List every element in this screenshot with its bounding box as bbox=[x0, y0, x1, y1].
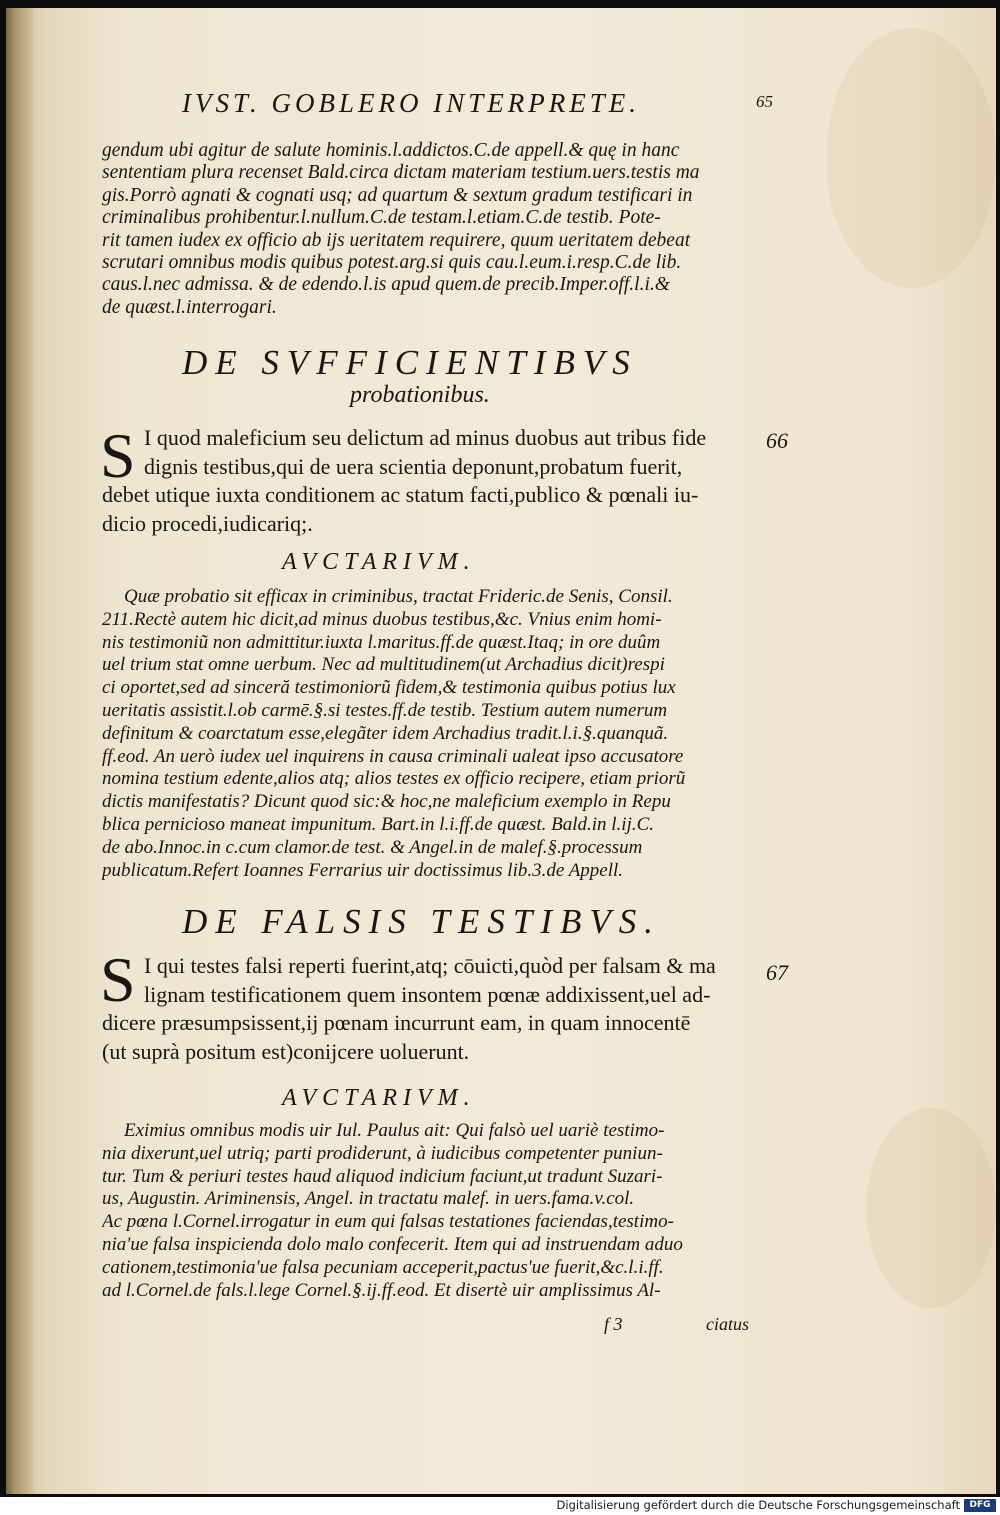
text-line: I quod maleficium seu delictum ad minus duobus aut tribus fide bbox=[144, 425, 707, 450]
law-text bbox=[100, 420, 772, 538]
text-line: dicere præsumpsissent,ij pœnam incurrunt eam, in quam innocentē bbox=[102, 1010, 691, 1035]
text-line: dicio procedi,iudicariq;. bbox=[102, 510, 313, 536]
catchword: ciatus bbox=[706, 1314, 749, 1334]
text-line: tur. Tum & periuri testes haud aliquod indicium faciunt,ut tradunt Suzari- bbox=[102, 1165, 663, 1187]
text-line: dictis manifestatis? Dicunt quod sic:& hoc,ne maleficium exemplo in Repu bbox=[102, 791, 671, 813]
drop-cap: S bbox=[100, 420, 136, 491]
law-text bbox=[100, 944, 772, 1066]
book-page-scan bbox=[6, 8, 996, 1494]
text-line: de abo.Innoc.in c.cum clamor.de test. & Angel.in de malef.§.processum bbox=[102, 836, 643, 858]
text-line: gis.Porrò agnati & cognati usq; ad quartum & sextum gradum testificari in bbox=[102, 184, 693, 206]
text-line: rit tamen iudex ex officio ab ijs ueritatem requirere, quum ueritatem debeat bbox=[102, 229, 691, 251]
text-line: ueritatis assistit.l.ob carmē.§.si testes.ff.de testib. Testium autem numerum bbox=[102, 699, 668, 721]
text-line: criminalibus prohibentur.l.nullum.C.de testam.l.etiam.C.de testib. Pote- bbox=[102, 207, 661, 229]
book-spine-shadow bbox=[6, 8, 34, 1494]
auctarium-heading: AVCTARIVM. bbox=[282, 549, 476, 575]
section-heading: DE SVFFICIENTIBVS bbox=[182, 343, 638, 382]
dfg-logo: DFG bbox=[964, 1499, 996, 1512]
text-line: scrutari omnibus modis quibus potest.arg.si quis cau.l.eum.i.resp.C.de lib. bbox=[102, 252, 682, 274]
text-line: ad l.Cornel.de fals.l.lege Cornel.§.ij.ff.eod. Et disertè uir amplissimus Al- bbox=[102, 1279, 661, 1301]
text-line: I qui testes falsi reperti fuerint,atq; cōuicti,quòd per falsam & ma bbox=[144, 953, 716, 978]
text-line: Eximius omnibus modis uir Iul. Paulus ait: Qui falsò uel uariè testimo- bbox=[124, 1120, 665, 1141]
text-line: dignis testibus,qui de uera scientia deponunt,probatum fuerit, bbox=[144, 453, 683, 479]
section-heading: DE FALSIS TESTIBVS. bbox=[182, 902, 661, 941]
signature-mark: f 3 bbox=[604, 1314, 623, 1334]
text-line: de quæst.l.interrogari. bbox=[102, 296, 277, 318]
drop-cap: S bbox=[100, 944, 136, 1015]
text-line: caus.l.nec admissa. & de edendo.l.is apud quem.de precib.Imper.off.l.i.& bbox=[102, 274, 670, 296]
section-subheading: probationibus. bbox=[350, 382, 490, 408]
text-line: publicatum.Refert Ioannes Ferrarius uir doctissimus lib.3.de Appell. bbox=[102, 859, 624, 881]
paper-stain bbox=[866, 1108, 996, 1308]
text-line: (ut suprà positum est)conijcere uoluerunt. bbox=[102, 1038, 470, 1064]
running-head: IVST. GOBLERO INTERPRETE. bbox=[182, 88, 640, 118]
text-line: lignam testificationem quem insontem pœnæ addixissent,uel ad- bbox=[144, 981, 711, 1007]
text-line: nia dixerunt,uel utriq; parti prodiderunt, à iudicibus competenter puniun- bbox=[102, 1142, 663, 1164]
commentary-paragraph bbox=[102, 1120, 772, 1302]
auctarium-heading: AVCTARIVM. bbox=[282, 1085, 476, 1111]
text-line: ff.eod. An uerò iudex uel inquirens in causa criminali ualeat ipso accusatore bbox=[102, 745, 684, 767]
text-line: nis testimoniũ non admittitur.iuxta l.maritus.ff.de quæst.Itaq; in ore duûm bbox=[102, 631, 661, 653]
funding-credit: Digitalisierung gefördert durch die Deutsche Forschungsgemeinschaft bbox=[556, 1498, 960, 1512]
text-line: sententiam plura recenset Bald.circa dictam materiam testium.uers.testis ma bbox=[102, 162, 700, 184]
text-line: us, Augustin. Ariminensis, Angel. in tractatu malef. in uers.fama.v.col. bbox=[102, 1188, 635, 1210]
text-line: 211.Rectè autem hic dicit,ad minus duobus testibus,&c. Vnius enim homi- bbox=[102, 608, 662, 630]
folio-number: 65 bbox=[756, 92, 773, 111]
intro-paragraph bbox=[102, 140, 772, 319]
text-line: gendum ubi agitur de salute hominis.l.addictos.C.de appell.& quę in hanc bbox=[102, 140, 680, 161]
text-line: nia'ue falsa inspicienda dolo malo confecerit. Item qui ad instruendam aduo bbox=[102, 1233, 683, 1255]
margin-number: 67 bbox=[766, 960, 788, 985]
text-line: cationem,testimonia'ue falsa pecuniam acceperit,pactus'ue fuerit,&c.l.i.ff. bbox=[102, 1256, 664, 1278]
margin-number: 66 bbox=[766, 428, 788, 453]
text-line: Quæ probatio sit efficax in criminibus, tractat Frideric.de Senis, Consil. bbox=[124, 586, 673, 607]
text-line: definitum & coarctatum esse,elegãter idem Archadius tradit.l.i.§.quanquã. bbox=[102, 722, 669, 744]
footer-bar bbox=[0, 1497, 1000, 1515]
text-line: blica pernicioso maneat impunitum. Bart.in l.i.ff.de quæst. Bald.in l.ij.C. bbox=[102, 813, 655, 835]
text-line: uel trium stat omne uerbum. Nec ad multitudinem(ut Archadius dicit)respi bbox=[102, 654, 665, 676]
text-line: ci oportet,sed ad sinceră testimoniorũ fidem,& testimonia quibus potius lux bbox=[102, 677, 676, 699]
text-line: Ac pœna l.Cornel.irrogatur in eum qui falsas testationes faciendas,testimo- bbox=[102, 1211, 674, 1233]
commentary-paragraph bbox=[102, 586, 772, 882]
text-line: nomina testium edente,alios atq; alios testes ex officio recipere, etiam priorũ bbox=[102, 768, 686, 790]
paper-stain bbox=[826, 28, 996, 288]
text-line: debet utique iuxta conditionem ac statum facti,publico & pœnali iu- bbox=[102, 482, 699, 507]
